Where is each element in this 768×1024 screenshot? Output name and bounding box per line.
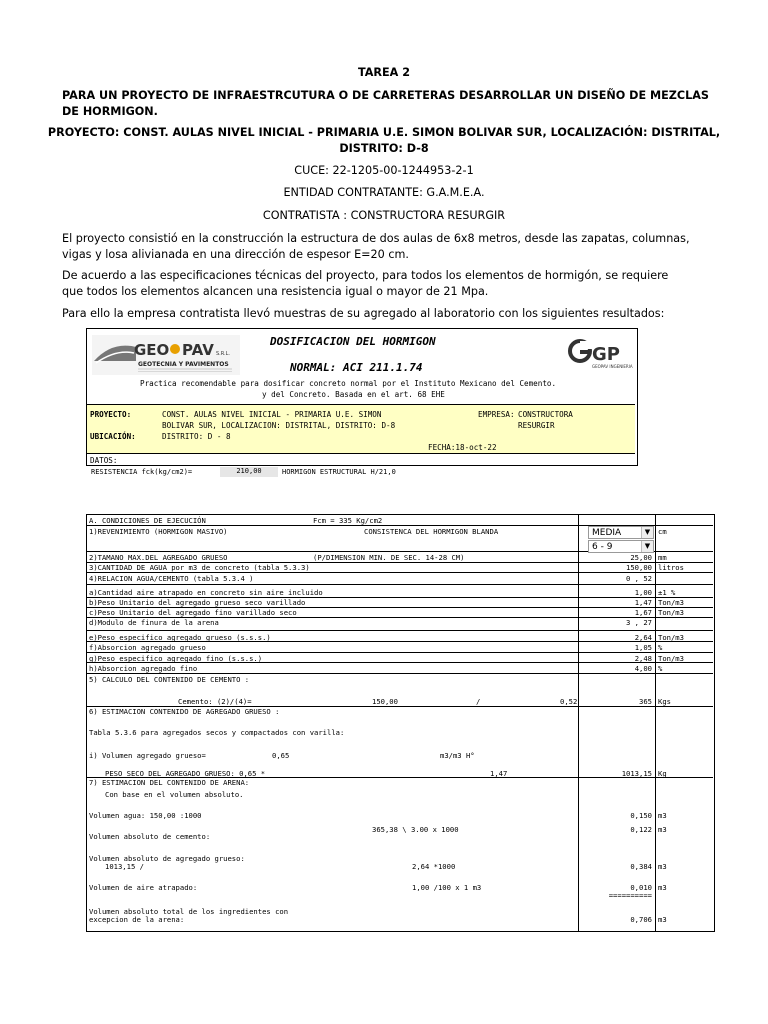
peso-seco-factor: 1,47 [490, 769, 508, 778]
consistencia-label: CONSISTENCA DEL HORMIGON BLANDA [364, 527, 499, 536]
entity-line: ENTIDAD CONTRATANTE: G.A.M.E.A. [283, 186, 485, 199]
volumen-agua-unit: m3 [658, 811, 667, 820]
volumen-cemento-value: 0,122 [630, 825, 652, 834]
empresa-line-2: RESURGIR [518, 421, 555, 430]
contractor-line: CONTRATISTA : CONSTRUCTORA RESURGIR [262, 209, 506, 222]
empresa-label: EMPRESA: [478, 410, 515, 419]
row-6-label: 6) ESTIMACION CONTENIDO DE AGREGADO GRUESO : [89, 707, 280, 716]
svg-text:GEO: GEO [134, 341, 170, 359]
volumen-total-label-1: Volumen absoluto total de los ingredientes con [89, 907, 289, 916]
row-h-value: 4,00 [634, 664, 652, 673]
row-2-note: (P/DIMENSION MIN. DE SEC. 14-28 CM) [313, 553, 465, 562]
header-note-1: Practica recomendable para dosificar concreto normal por el Instituto Mexicano del Cemento. [140, 379, 557, 388]
volumen-total-value: 0,706 [630, 915, 652, 924]
volumen-total-label-2: excepcion de la arena: [89, 915, 185, 924]
cemento-water: 150,00 [372, 697, 398, 706]
geopav-ingenieria-logo [566, 338, 633, 370]
row-4-label: 4)RELACION AGUA/CEMENTO (tabla 5.3.4 ) [89, 574, 254, 583]
row-a-unit: ±1 % [658, 588, 676, 597]
resistencia-value[interactable]: 210,00 [220, 467, 278, 477]
volumen-grueso-abs-calc-a: 1013,15 / [105, 862, 144, 871]
empresa-line-1: CONSTRUCTORA [518, 410, 573, 419]
row-a-label: a)Cantidad aire atrapado en concreto sin aire incluido [89, 588, 323, 597]
volumen-grueso-unit: m3/m3 H° [440, 751, 475, 760]
section-a-title: A. CONDICIONES DE EJECUCIÓN [89, 516, 206, 525]
volumen-grueso-abs-unit: m3 [658, 862, 667, 871]
proyecto-line-1: CONST. AULAS NIVEL INICIAL - PRIMARIA U.E. SIMON [162, 410, 382, 419]
row-d-label: d)Modulo de finura de la arena [89, 618, 219, 627]
volumen-agua-value: 0,150 [630, 811, 652, 820]
row-f-unit: % [658, 643, 663, 652]
row-g-label: g)Peso especifico agregado fino (s.s.s.) [89, 654, 263, 663]
row-h-unit: % [658, 664, 663, 673]
row-2-value: 25,00 [630, 553, 652, 562]
header-title-2: NORMAL: ACI 211.1.74 [290, 361, 423, 374]
revenimiento-select[interactable]: 6 - 9 ▼ [588, 540, 654, 553]
volumen-cemento-label: Volumen absoluto de cemento: [89, 832, 211, 841]
volumen-grueso-abs-calc-b: 2,64 *1000 [412, 862, 456, 871]
cuce-line: CUCE: 22-1205-00-1244953-2-1 [294, 164, 474, 177]
row-2-unit: mm [658, 553, 667, 562]
paragraph-1-line-1: El proyecto consistió en la construcción la estructura de dos aulas de 6x8 metros, desde las zapatas, columnas, [62, 232, 690, 245]
volumen-aire-calc: 1,00 /100 x 1 m3 [412, 883, 482, 892]
svg-text:GP: GP [592, 344, 620, 365]
row-d-value: 3 , 27 [626, 618, 652, 627]
ubicacion-value: DISTRITO: D - 8 [162, 432, 231, 441]
volumen-cemento-calc: 365,38 \ 3.00 x 1000 [372, 825, 459, 834]
paragraph-3: Para ello la empresa contratista llevó muestras de su agregado al laboratorio con los siguientes resultados: [62, 307, 665, 320]
volumen-total-unit: m3 [658, 915, 667, 924]
row-c-unit: Ton/m3 [658, 608, 684, 617]
fcm-value: Fcm = 335 Kg/cm2 [313, 516, 383, 525]
task-statement: PARA UN PROYECTO DE INFRAESTRCUTURA O DE CARRETERAS DESARROLLAR UN DISEÑO DE MEZCLAS DE HORMIGON. [62, 89, 709, 118]
datos-label: DATOS: [90, 456, 118, 465]
row-1-unit: cm [658, 527, 667, 536]
row-7-subtitle: Con base en el volumen absoluto. [105, 790, 244, 799]
row-b-unit: Ton/m3 [658, 598, 684, 607]
row-f-label: f)Absorcion agregado grueso [89, 643, 206, 652]
peso-seco-label: PESO SECO DEL AGREGADO GRUESO: 0,65 * [105, 769, 266, 778]
row-c-value: 1,67 [634, 608, 652, 617]
chevron-down-icon[interactable]: ▼ [641, 527, 653, 538]
volumen-aire-unit: m3 [658, 883, 667, 892]
row-1-label: 1)REVENIMIENTO (HORMIGON MASIVO) [89, 527, 228, 536]
header-title-1: DOSIFICACION DEL HORMIGON [270, 335, 436, 348]
cemento-value: 365 [639, 697, 652, 706]
volumen-grueso-value: 0,65 [272, 751, 290, 760]
svg-text:PAV: PAV [182, 341, 214, 359]
svg-text:GEOTECNIA Y PAVIMENTOS: GEOTECNIA Y PAVIMENTOS [138, 361, 229, 368]
row-f-value: 1,05 [634, 643, 652, 652]
project-line-2: DISTRITO: D-8 [339, 142, 429, 155]
row-4-value: 0 , 52 [626, 574, 652, 583]
paragraph-1-line-2: vigas y losa alivianada en una dirección de espesor E=20 cm. [62, 248, 409, 261]
consistencia-select[interactable]: MEDIA ▼ [588, 526, 654, 539]
row-c-label: c)Peso Unitario del agregado fino varillado seco [89, 608, 297, 617]
project-line-1: PROYECTO: CONST. AULAS NIVEL INICIAL - PRIMARIA U.E. SIMON BOLIVAR SUR, LOCALIZACIÓN: DISTRITAL, [47, 126, 721, 139]
volumen-aire-label: Volumen de aire atrapado: [89, 883, 198, 892]
volumen-grueso-label: i) Volumen agregado grueso= [89, 751, 206, 760]
row-a-value: 1,00 [634, 588, 652, 597]
paragraph-2-line-2: que todos los elementos alcancen una resistencia igual o mayor de 21 Mpa. [62, 285, 489, 298]
row-5-label: 5) CALCULO DEL CONTENIDO DE CEMENTO : [89, 675, 250, 684]
row-7-label: 7) ESTIMACION DEL CONTENIDO DE ARENA: [89, 778, 250, 787]
volumen-grueso-abs-value: 0,384 [630, 862, 652, 871]
tabla-536-note: Tabla 5.3.6 para agregados secos y compactados con varilla: [89, 728, 345, 737]
row-b-value: 1,47 [634, 598, 652, 607]
volumen-aire-value: 0,010 [630, 883, 652, 892]
row-g-unit: Ton/m3 [658, 654, 684, 663]
row-b-label: b)Peso Unitario del agregado grueso seco varillado [89, 598, 306, 607]
svg-text:GEOPAV INGENIERIA: GEOPAV INGENIERIA [592, 364, 633, 369]
task-title: TAREA 2 [357, 66, 410, 79]
row-h-label: h)Absorcion agregado fino [89, 664, 198, 673]
row-e-label: e)Peso especifico agregado grueso (s.s.s.) [89, 633, 271, 642]
row-3-label: 3)CANTIDAD DE AGUA por m3 de concreto (tabla 5.3.3) [89, 563, 310, 572]
hormigon-type: HORMIGON ESTRUCTURAL H/21,0 [282, 468, 396, 476]
proyecto-label: PROYECTO: [90, 410, 132, 419]
chevron-down-icon[interactable]: ▼ [641, 541, 653, 552]
header-note-2: y del Concreto. Basada en el art. 68 EHE [262, 390, 445, 399]
proyecto-line-2: BOLIVAR SUR, LOCALIZACION: DISTRITAL, DISTRITO: D-8 [162, 421, 396, 430]
row-2-label: 2)TAMANO MAX.DEL AGREGADO GRUESO [89, 553, 228, 562]
cemento-ratio: 0,52 [560, 697, 578, 706]
paragraph-2-line-1: De acuerdo a las especificaciones técnicas del proyecto, para todos los elementos de hormigón, se requiere [62, 269, 669, 282]
volumen-agua-label: Volumen agua: 150,00 :1000 [89, 811, 202, 820]
volumen-cemento-unit: m3 [658, 825, 667, 834]
fecha-value: FECHA:18-oct-22 [428, 443, 497, 452]
row-3-unit: litros [658, 563, 684, 572]
row-e-unit: Ton/m3 [658, 633, 684, 642]
cemento-label: Cemento: (2)/(4)= [178, 697, 252, 706]
resistencia-label: RESISTENCIA fck(kg/cm2)= [91, 468, 193, 476]
cemento-unit: Kgs [658, 697, 671, 706]
cemento-divide: / [476, 697, 481, 706]
row-g-value: 2,48 [634, 654, 652, 663]
ubicacion-label: UBICACIÓN: [90, 432, 136, 441]
svg-text:S.R.L.: S.R.L. [216, 351, 231, 357]
peso-seco-value: 1013,15 [621, 769, 652, 778]
sum-separator: ========== [608, 891, 652, 900]
peso-seco-unit: Kg [658, 769, 667, 778]
volumen-grueso-abs-label: Volumen absoluto de agregado grueso: [89, 854, 245, 863]
row-3-value: 150,00 [626, 563, 652, 572]
geopav-logo [92, 335, 240, 375]
row-e-value: 2,64 [634, 633, 652, 642]
